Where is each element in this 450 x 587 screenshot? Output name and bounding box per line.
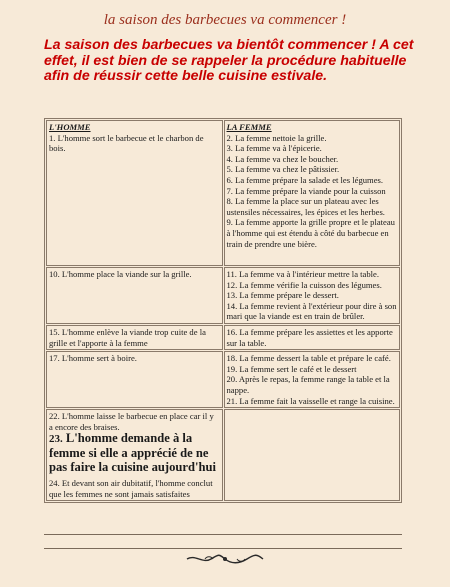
woman-cell (224, 351, 401, 408)
woman-step: 18. La femme dessert la table et prépare le café. (226, 353, 391, 364)
woman-step: 3. La femme va à l'épicerie. (226, 143, 322, 154)
separator-line (44, 534, 402, 535)
man-cell (46, 325, 223, 350)
woman-step: 11. La femme va à l'intérieur mettre la table. (226, 269, 380, 279)
empty-cell (224, 409, 401, 501)
woman-step: 13. La femme prépare le dessert. (226, 290, 339, 301)
woman-step: 2. La femme nettoie la grille. (226, 132, 327, 143)
woman-step: 5. La femme va chez le pâtissier. (226, 164, 340, 175)
woman-step: 19. La femme sert le café et le dessert (226, 363, 357, 374)
woman-step: 14. La femme revient à l'extérieur pour dire à son mari que la viande est en train de brûler. (226, 300, 397, 322)
man-header: L'HOMME (49, 122, 91, 132)
intro-paragraph: La saison des barbecues va bientôt commencer ! A cet effet, il est bien de se rappeler la procédure habituelle afin de réussir cette belle cuisine estivale. (44, 37, 414, 84)
man-step: 17. L'homme sert à boire. (49, 353, 137, 364)
woman-step: 12. La femme vérifie la cuisson des légumes. (226, 279, 382, 290)
woman-step: 8. La femme la place sur un plateau avec les ustensiles nécessaires, les épices et les herbes. (226, 196, 385, 217)
man-step: 1. L'homme sort le barbecue et le charbon de bois. (49, 132, 204, 154)
man-step: 24. Et devant son air dubitatif, l'homme conclut que les femmes ne sont jamais satisfaites (49, 478, 213, 499)
woman-header: LA FEMME (226, 122, 272, 132)
woman-step: 16. La femme prépare les assiettes et les apporte sur la table. (226, 326, 393, 348)
table-row (46, 351, 400, 408)
man-cell (46, 120, 223, 266)
man-cell (46, 409, 223, 501)
man-step-highlight (49, 432, 220, 474)
step-text: L'homme demande à la femme si elle a apprécié de ne pas faire la cuisine aujourd'hui (49, 431, 217, 474)
woman-cell (224, 120, 401, 266)
woman-step: 20. Après le repas, la femme range la table et la nappe. (226, 374, 390, 395)
man-step: 15. L'homme enlève la viande trop cuite de la grille et l'apporte à la femme (49, 326, 206, 348)
table-row (46, 120, 400, 266)
man-cell (46, 351, 223, 408)
man-cell (46, 267, 223, 324)
scroll-ornament-icon (185, 552, 265, 566)
woman-step: 21. La femme fait la vaisselle et range la cuisine. (226, 395, 395, 406)
woman-step: 6. La femme prépare la salade et les légumes. (226, 174, 384, 185)
procedure-table (44, 118, 402, 503)
step-number: 23. (49, 433, 63, 446)
woman-step: 9. La femme apporte la grille propre et le plateau à l'homme qui est étendu à côté du barbecue en train de prendre une bière. (226, 217, 395, 249)
woman-step: 7. La femme prépare la viande pour la cuisson (226, 185, 386, 196)
separator-line (44, 548, 402, 549)
man-step: 10. L'homme place la viande sur la grille. (49, 269, 192, 279)
woman-cell (224, 267, 401, 324)
page-title: la saison des barbecues va commencer ! (103, 12, 347, 28)
table-row (46, 325, 400, 350)
table-row (46, 409, 400, 501)
man-step: 22. L'homme laisse le barbecue en place car il y a encore des braises. (49, 411, 214, 432)
table-row (46, 267, 400, 324)
woman-step: 4. La femme va chez le boucher. (226, 153, 339, 164)
woman-cell (224, 325, 401, 350)
